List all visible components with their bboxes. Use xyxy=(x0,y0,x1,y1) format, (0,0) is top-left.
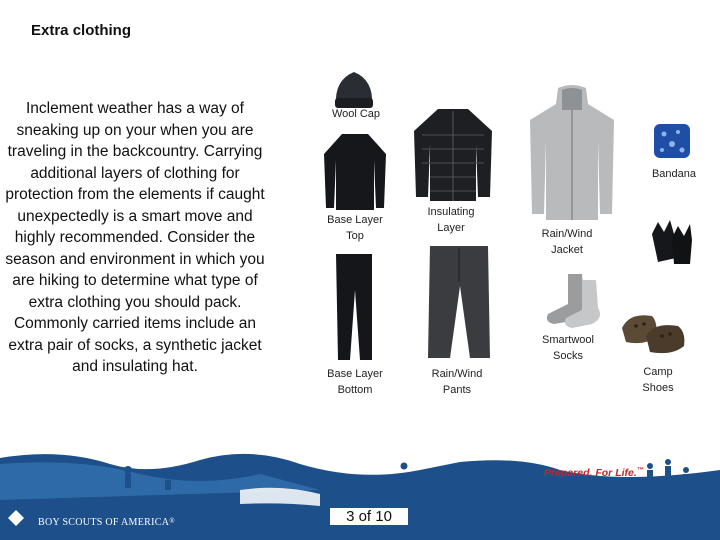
tagline: Prepared. For Life.™ xyxy=(544,467,644,479)
rain-jacket-label: Rain/Wind Jacket xyxy=(541,228,593,256)
bandana-image xyxy=(652,120,692,162)
base-layer-top-label: Base Layer Top xyxy=(327,214,383,242)
rain-pants-label: Rain/Wind Pants xyxy=(431,368,483,396)
wool-cap-image xyxy=(332,68,376,110)
gloves-image xyxy=(646,214,696,268)
page-indicator: 3 of 10 xyxy=(330,508,408,525)
camp-shoes-label: Camp Shoes xyxy=(642,366,674,394)
base-layer-bottom-label: Base Layer Bottom xyxy=(327,368,383,396)
wool-cap-label: Wool Cap xyxy=(331,108,381,120)
bsa-logo-text: BOY SCOUTS OF AMERICA® xyxy=(38,517,175,528)
slide-body: Inclement weather has a way of sneaking up on your when you are traveling in the backcountry. Carrying additional layers of clothing for protection from the elements if caught unexpectedly is a smart move and highly recommended. Consider the season and environment in which you are hiking to determine what type of extra clothing you should pack. Commonly carried items include an extra pair of socks, a synthetic jacket and insulating hat. xyxy=(5,100,265,375)
socks-label: Smartwool Socks xyxy=(542,334,594,362)
rain-jacket-image xyxy=(526,84,618,224)
insulating-layer-image xyxy=(412,105,494,203)
socks-image xyxy=(538,270,608,332)
base-layer-top-image xyxy=(320,130,390,214)
camp-shoes-image xyxy=(616,306,690,358)
insulating-layer-label: Insulating Layer xyxy=(427,206,475,234)
bandana-label: Bandana xyxy=(651,168,697,180)
base-layer-bottom-image xyxy=(332,250,376,366)
rain-pants-image xyxy=(424,242,494,364)
slide-title: Extra clothing xyxy=(31,22,132,39)
